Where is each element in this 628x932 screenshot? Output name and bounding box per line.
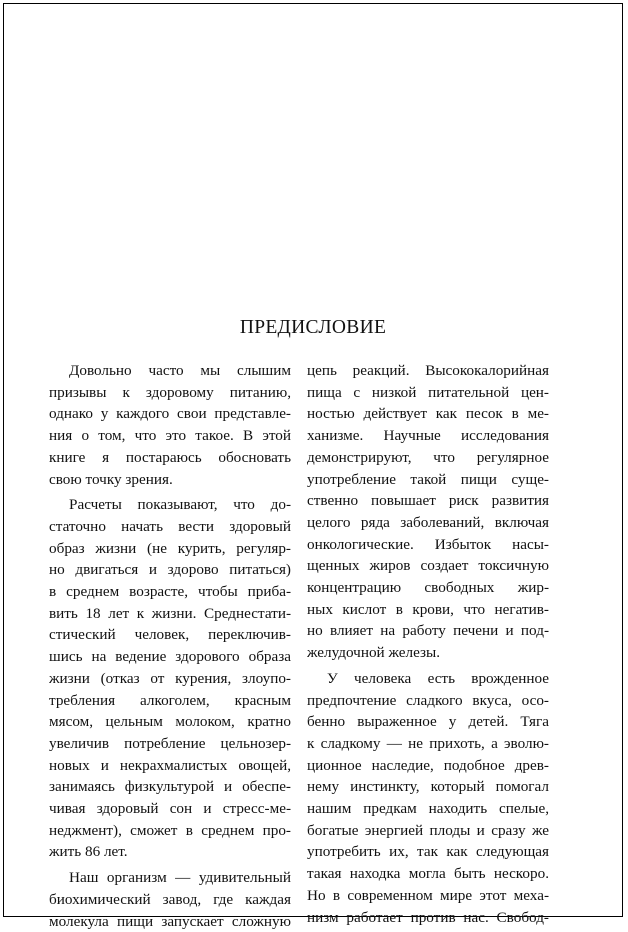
text-line: статочно начать вести здоровый bbox=[49, 517, 291, 535]
text-line: ственно повышает риск развития bbox=[307, 492, 549, 510]
text-line: У человека есть врожденное bbox=[327, 669, 549, 687]
text-line: цепь реакций. Высококалорийная bbox=[307, 362, 549, 379]
text-column-right bbox=[307, 360, 549, 928]
text-line: стический человек, переключив- bbox=[49, 626, 291, 644]
text-line: биохимический завод, где каждая bbox=[49, 890, 291, 908]
text-line: концентрацию свободных жир- bbox=[307, 579, 549, 597]
text-line: требления алкоголем, красным bbox=[49, 691, 291, 709]
text-line: к сладкому — не прихоть, а эволю- bbox=[307, 734, 549, 752]
text-line: нему инстинкту, который помогал bbox=[307, 778, 549, 796]
chapter-title: ПРЕДИСЛОВИЕ bbox=[239, 317, 387, 338]
text-line: целого ряда заболеваний, включая bbox=[307, 513, 549, 531]
text-column-left bbox=[49, 360, 291, 932]
text-line: неджмент), сможет в среднем про- bbox=[49, 821, 291, 839]
text-line: бенно выраженное у детей. Тяга bbox=[307, 713, 549, 731]
text-line: жить 86 лет. bbox=[49, 843, 128, 861]
text-line: свою точку зрения. bbox=[49, 470, 173, 488]
text-line: молекула пищи запускает сложную bbox=[49, 912, 291, 930]
text-line: новых и некрахмалистых овощей, bbox=[49, 756, 291, 774]
text-line: ния о том, что это такое. В этой bbox=[49, 427, 291, 445]
text-line: мясом, цельным молоком, кратно bbox=[49, 713, 291, 731]
text-line: призывы к здоровому питанию, bbox=[49, 383, 291, 401]
text-line: увеличив потребление цельнозер- bbox=[49, 734, 291, 752]
text-line: образ жизни (не курить, регуляр- bbox=[49, 539, 291, 557]
text-line: однако у каждого свои представле- bbox=[49, 405, 291, 423]
text-line: такая находка могла быть нескоро. bbox=[307, 865, 549, 883]
text-line: пища с низкой питательной цен- bbox=[307, 383, 549, 401]
text-line: употребление такой пищи суще- bbox=[307, 470, 549, 488]
text-line: желудочной железы. bbox=[307, 644, 441, 662]
text-line: употребить их, так как следующая bbox=[307, 843, 549, 861]
book-page bbox=[3, 3, 623, 930]
text-line: Довольно часто мы слышим bbox=[69, 362, 291, 379]
text-line: жизни (отказ от курения, злоупо- bbox=[49, 669, 291, 687]
text-line: Наш организм — удивительный bbox=[69, 869, 291, 887]
text-line: щенных жиров создает токсичную bbox=[307, 557, 549, 575]
text-line: но влияет на работу печени и под- bbox=[307, 622, 549, 640]
text-line: Расчеты показывают, что до- bbox=[69, 496, 291, 514]
text-line: ностью действует как песок в ме- bbox=[307, 405, 549, 423]
text-line: богатые энергией плоды и сразу же bbox=[307, 821, 549, 839]
text-line: ционное наследие, подобное древ- bbox=[307, 756, 549, 774]
text-line: предпочтение сладкого вкуса, осо- bbox=[307, 691, 549, 709]
text-line: низм работает против нас. Свобод- bbox=[307, 908, 549, 926]
text-line: ных кислот в крови, что негатив- bbox=[307, 600, 549, 618]
text-line: чивая здоровый сон и стресс-ме- bbox=[49, 800, 291, 818]
text-line: нашим предкам находить спелые, bbox=[307, 800, 549, 818]
text-line: занимаясь физкультурой и обеспе- bbox=[49, 778, 291, 796]
text-line: вить 18 лет к жизни. Среднестати- bbox=[49, 604, 291, 622]
text-line: демонстрируют, что регулярное bbox=[307, 448, 549, 466]
text-line: Но в современном мире этот меха- bbox=[307, 886, 549, 904]
text-line: в среднем возрасте, чтобы приба- bbox=[49, 583, 291, 601]
text-line: книге я постараюсь обосновать bbox=[49, 448, 291, 466]
text-line: онкологические. Избыток насы- bbox=[307, 535, 549, 553]
text-line: ханизме. Научные исследования bbox=[307, 427, 549, 445]
text-line: шись на ведение здорового образа bbox=[49, 648, 291, 666]
text-line: но двигаться и здорово питаться) bbox=[49, 561, 291, 579]
